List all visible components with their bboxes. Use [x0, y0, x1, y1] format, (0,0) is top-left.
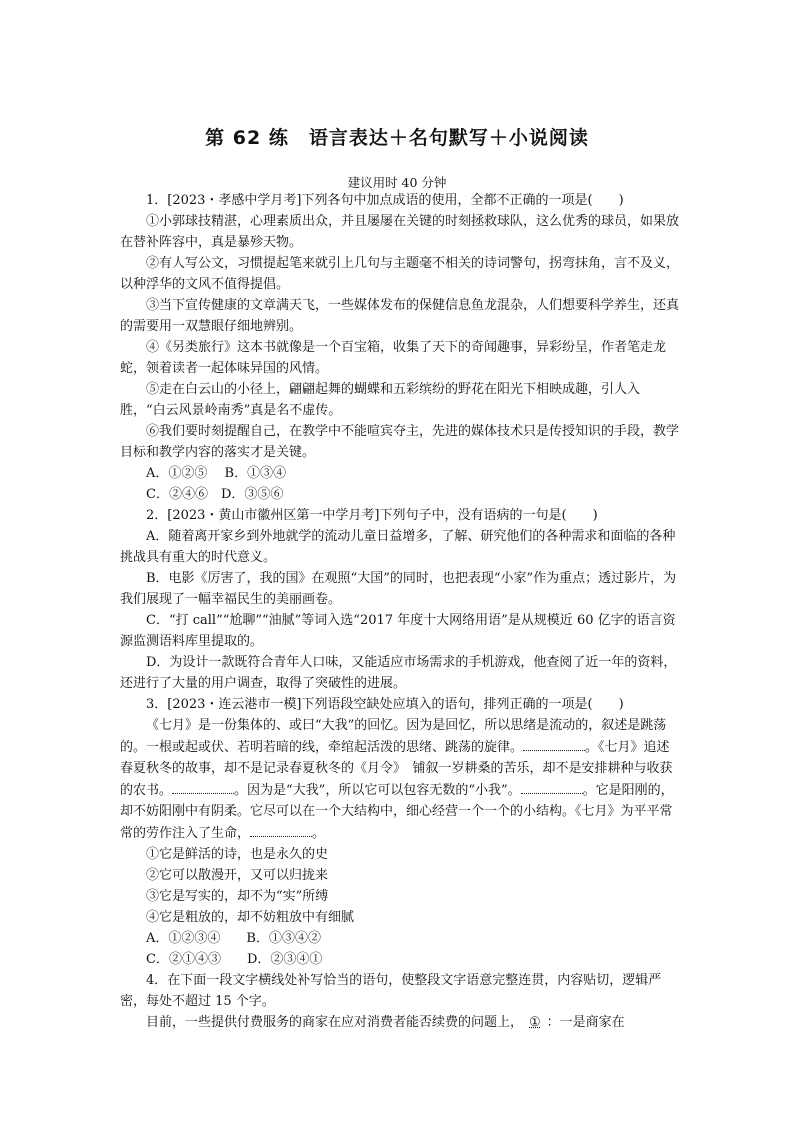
q3-passage-end: 。 — [312, 826, 326, 841]
q1-options-cd: C．②④⑥ D．③⑤⑥ — [146, 487, 284, 502]
q3-choice-4: ④它是粗放的，却不妨粗放中有细腻 — [146, 910, 355, 925]
q3-options-cd: C．②①④③ D．②③④① — [146, 952, 323, 967]
q4-stem: 4．在下面一段文字横线处补写恰当的语句，使整段文字语意完整连贯，内容贴切，逻辑严密，每处不超过 15 个字。 — [120, 973, 662, 1009]
q3-choice-2: ②它可以散漫开，又可以归拢来 — [146, 868, 329, 883]
q3-passage-part-1: 《七月》是一份集体的、或曰“大我”的回忆。因为是回忆，所以思绪是流动的，叙述是跳荡的。一根或起或伏、若明若暗的线，牵绾起活泼的思绪、跳荡的旋律。 — [120, 718, 667, 755]
q1-sentence-2: ②有人写公文，习惯提起笔来就引上几句与主题毫不相关的诗词警句，拐弯抹角，言不及义，以种浮华的文风不值得提倡。 — [120, 256, 680, 292]
q3-choice-1: ①它是鲜活的诗，也是永久的史 — [146, 847, 329, 862]
q2-option-d: D．为设计一款既符合青年人口味，又能适应市场需求的手机游戏，他查阅了近一年的资料，还进行了大量的用户调查，取得了突破性的进展。 — [120, 655, 677, 691]
q1-options-ab: A．①②⑤ B．①③④ — [146, 466, 287, 481]
q3-blank-3 — [521, 779, 583, 794]
q3-stem: 3．[2023・连云港市一模]下列语段空缺处应填入的语句，排列正确的一项是( ) — [146, 697, 624, 712]
q1-sentence-5: ⑤走在白云山的小径上，翩翩起舞的蝴蝶和五彩缤纷的野花在阳光下相映成趣，引人入胜，“白云风景岭南秀”真是名不虚传。 — [120, 382, 641, 418]
q3-blank-4 — [250, 822, 312, 837]
q1-sentence-3: ③当下宣传健康的文章满天飞，一些媒体发布的保健信息鱼龙混杂，人们想要科学养生，还真的需要用一双慧眼仔细地辨别。 — [120, 298, 680, 334]
q2-option-b: B．电影《厉害了，我的国》在观照“大国”的同时，也把表现“小家”作为重点；透过影片，为我们展现了一幅幸福民生的美丽画卷。 — [120, 571, 677, 607]
q2-option-c: C．“打 call”“尬聊”“油腻”等词入选“2017 年度十大网络用语”是从规模近 60 亿字的语言资源监测语料库里提取的。 — [120, 613, 676, 649]
q1-sentence-1: ①小郭球技精湛，心理素质出众，并且屡屡在关键的时刻拯救球队，这么优秀的球员，如果放在替补阵容中，真是暴殄天物。 — [120, 214, 680, 250]
q1-sentence-6: ⑥我们要时刻提醒自己，在教学中不能喧宾夺主，先进的媒体技术只是传授知识的手段，教学目标和教学内容的落实才是关键。 — [120, 424, 680, 460]
q4-passage-part-2: ：一是商家在 — [546, 1015, 625, 1030]
q4-passage-part-1: 目前，一些提供付费服务的商家在应对消费者能否续费的问题上， — [146, 1015, 524, 1030]
q2-option-a: A．随着离开家乡到外地就学的流动儿童日益增多，了解、研究他们的各种需求和面临的各种挑战具有重大的时代意义。 — [120, 529, 676, 565]
page-title: 第 62 练 语言表达＋名句默写＋小说阅读 — [205, 127, 589, 149]
time-suggestion: 建议用时 40 分钟 — [347, 175, 447, 190]
q3-passage-part-4: 它是阳刚的，却不妨阳刚中有阴柔。它尽可以在一个大结构中，细心经营一个一个的小结构。《七月》为平平常常的劳作注入了生命， — [120, 783, 674, 841]
q2-stem: 2．[2023・黄山市徽州区第一中学月考]下列句子中，没有语病的一句是( ) — [146, 508, 598, 523]
q3-passage-part-3: 因为是“大我”，所以它可以包容无数的“小我”。 — [247, 783, 521, 798]
q3-blank-1 — [523, 736, 585, 751]
exercise-content — [120, 190, 680, 1033]
q3-choice-3: ③它是写实的，却不为“实”所缚 — [146, 889, 329, 904]
q3-passage-part-2: 《七月》追述春夏秋冬的故事，却不是记录春夏秋冬的《月令》 铺叙一岁耕桑的苦乐，却不是安排耕种与收获的农书。 — [120, 740, 673, 798]
q4-passage — [120, 1012, 680, 1033]
q1-sentence-4: ④《另类旅行》这本书就像是一个百宝箱，收集了天下的奇闻趣事，异彩纷呈，作者笔走龙蛇，领着读者一起体味异国的风情。 — [120, 340, 667, 376]
q4-blank-1: ① — [529, 1015, 541, 1030]
q1-stem: 1．[2023・孝感中学月考]下列各句中加点成语的使用，全都不正确的一项是( ) — [146, 193, 624, 208]
q3-passage: 《七月》是一份集体的、或曰“大我”的回忆。因为是回忆，所以思绪是流动的，叙述是跳荡的。一根或起或伏、若明若暗的线，牵绾起活泼的思绪、跳荡的旋律。 。《七月》追述春夏秋冬的故事，却不是记录春夏秋冬的《月令》 铺叙一岁耕桑的苦乐，却不是安排耕种与收获的农书。 。因为是“大我”，所以它可以包容无数的“小我”。 。它是阳刚的，却不妨阳刚中有阴柔。它尽可以在一个大结构中，细心经营一个一个的小结构。《七月》为平平常常的劳作注入了生命， 。 — [120, 718, 674, 841]
q3-options-ab: A．①②③④ B．①③④② — [146, 931, 321, 946]
q3-blank-2 — [172, 779, 234, 794]
